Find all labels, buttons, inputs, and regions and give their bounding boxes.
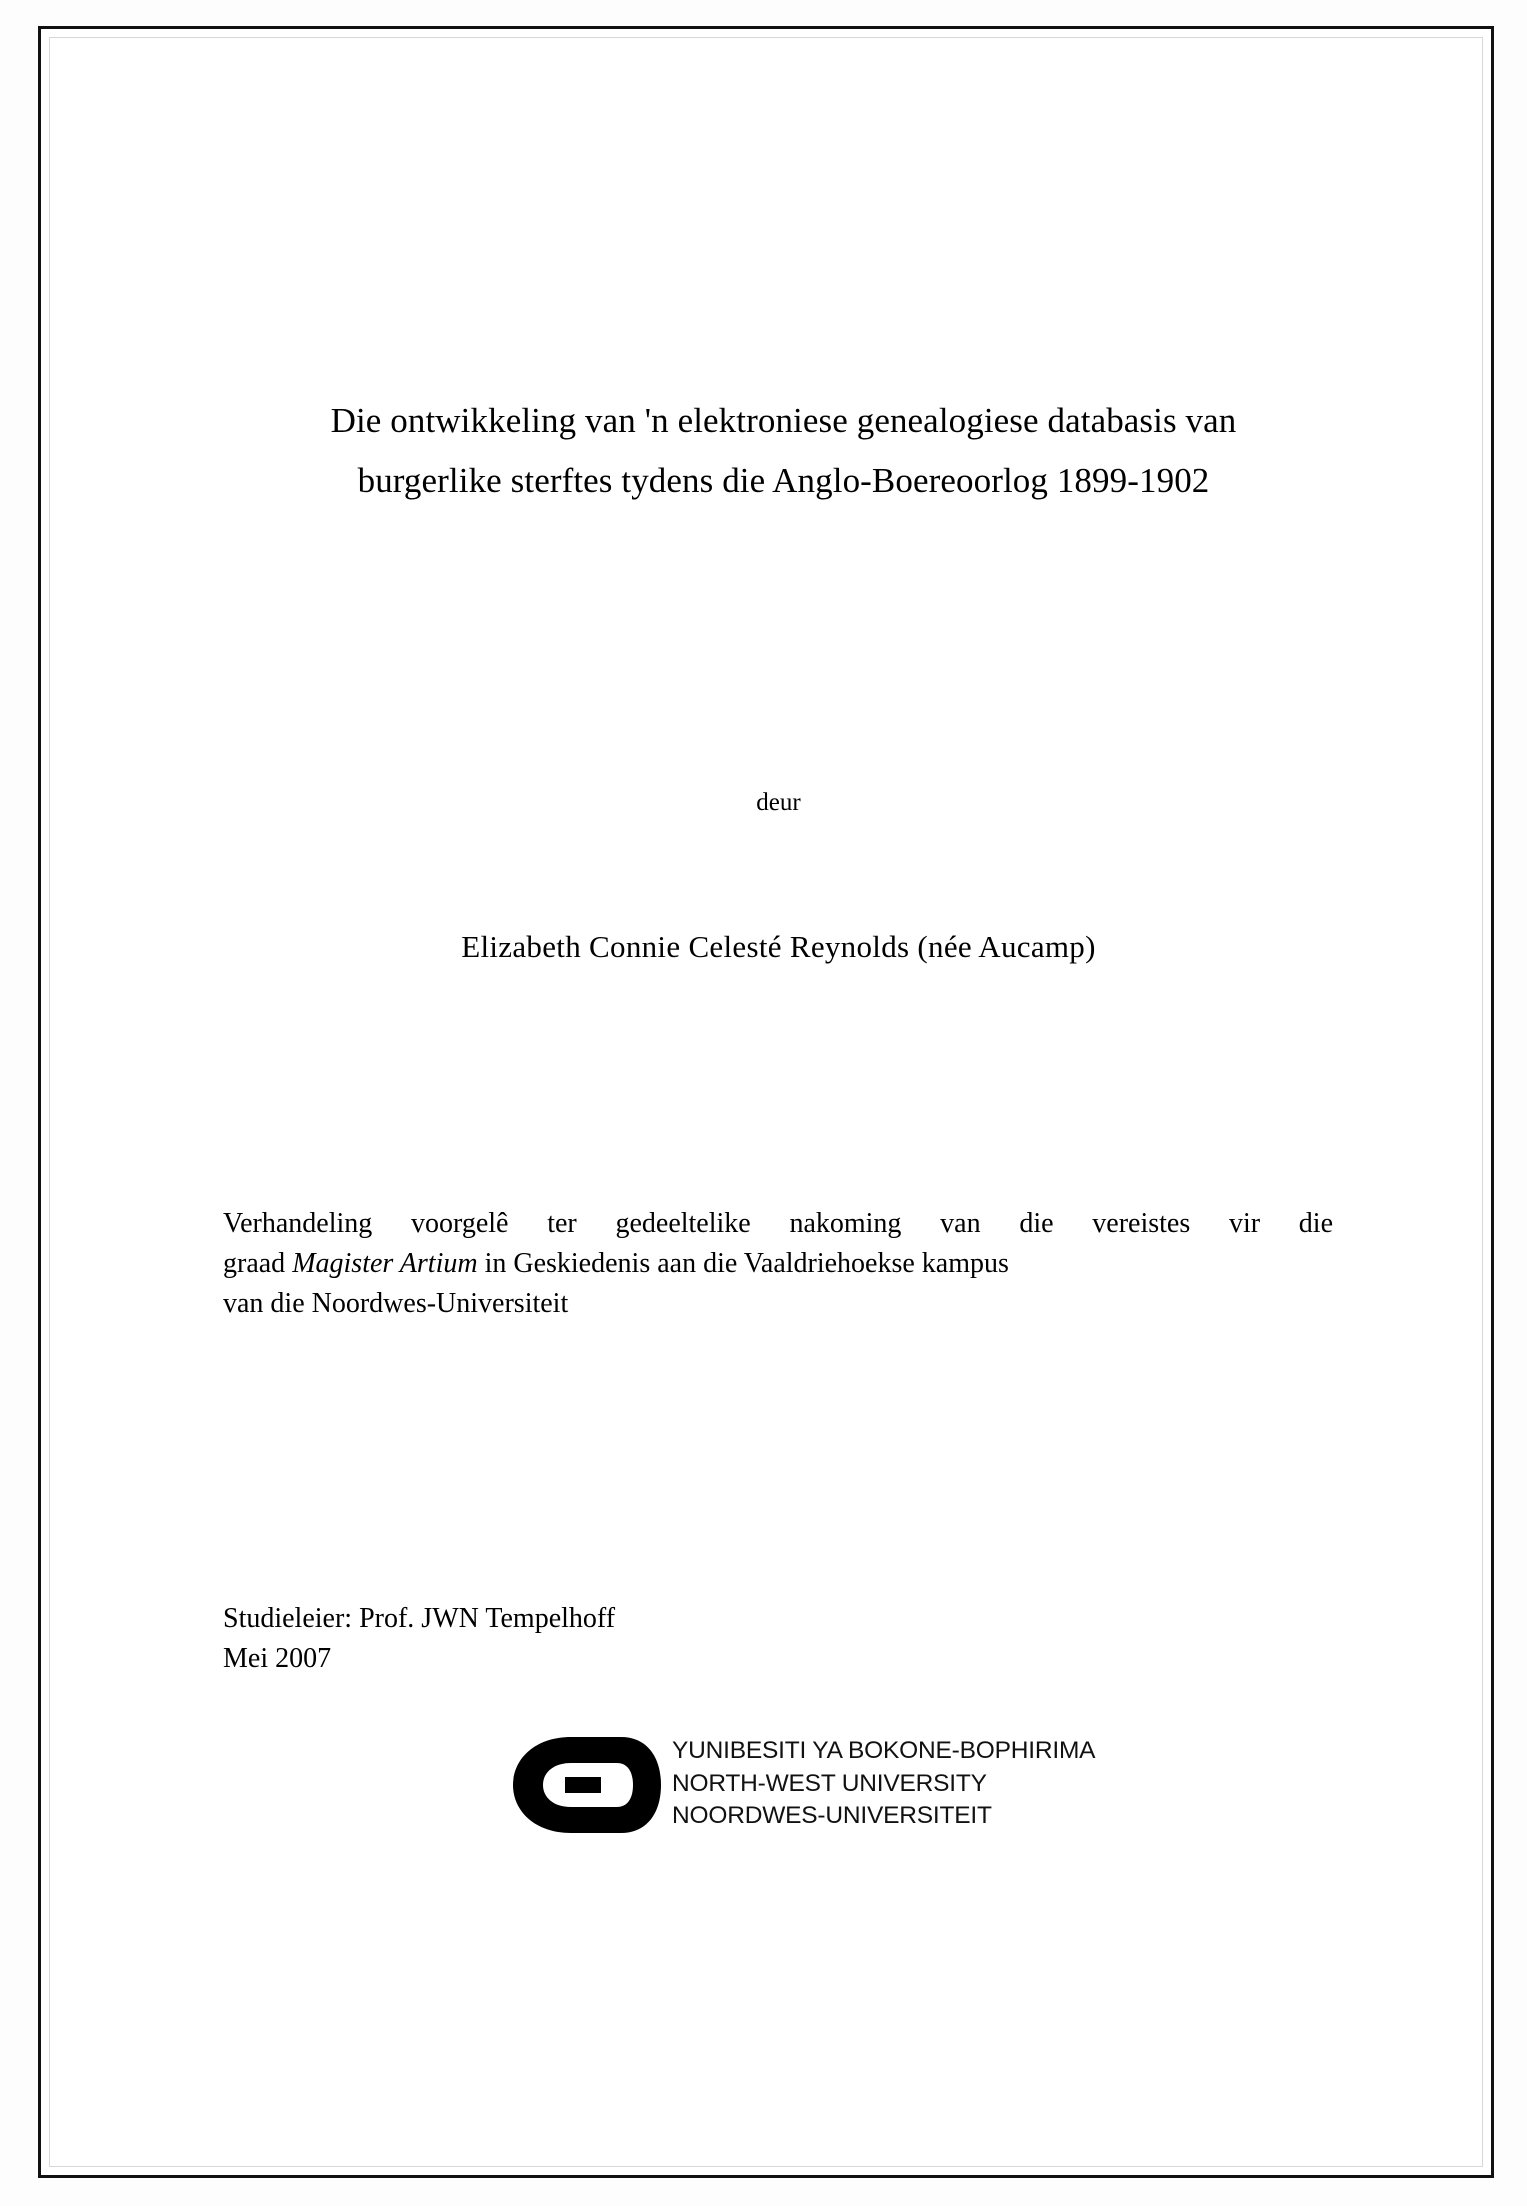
author-name: Elizabeth Connie Celesté Reynolds (née Aucamp) [461, 929, 1096, 964]
page-title [221, 391, 1346, 511]
degree-statement-line-2-suffix: in Geskiedenis aan die Vaaldriehoekse kampus [477, 1247, 1009, 1279]
date-line: Mei 2007 [223, 1642, 332, 1674]
logo-line-afrikaans: NOORDWES-UNIVERSITEIT [672, 1802, 992, 1830]
university-logo [509, 1729, 1149, 1849]
university-logo-text [672, 1735, 1095, 1833]
degree-statement-line-1: Verhandeling voorgelê ter gedeeltelike nakoming van die vereistes vir die [223, 1208, 1333, 1239]
degree-statement-line-2-prefix: graad [223, 1247, 293, 1279]
title-page-content [191, 29, 1371, 2175]
nwu-logo-icon [509, 1733, 664, 1838]
logo-line-setswana: YUNIBESITI YA BOKONE-BOPHIRIMA [672, 1737, 1096, 1764]
degree-name-italic: Magister Artium [292, 1247, 478, 1279]
by-word: deur [756, 789, 801, 816]
supervisor-line: Studieleier: Prof. JWN Tempelhoff [223, 1603, 616, 1634]
title-line-2: burgerlike sterftes tydens die Anglo-Boereoorlog 1899-1902 [357, 461, 1210, 501]
supervisor-block [223, 1599, 1123, 1679]
title-line-1: Die ontwikkeling van 'n elektroniese genealogiese databasis van [330, 401, 1237, 440]
degree-statement [223, 1204, 1333, 1323]
logo-line-english: NORTH-WEST UNIVERSITY [672, 1769, 987, 1797]
page-border [38, 26, 1494, 2178]
degree-statement-line-3: van die Noordwes-Universiteit [223, 1287, 569, 1319]
degree-statement-line-2 [223, 1244, 1333, 1284]
